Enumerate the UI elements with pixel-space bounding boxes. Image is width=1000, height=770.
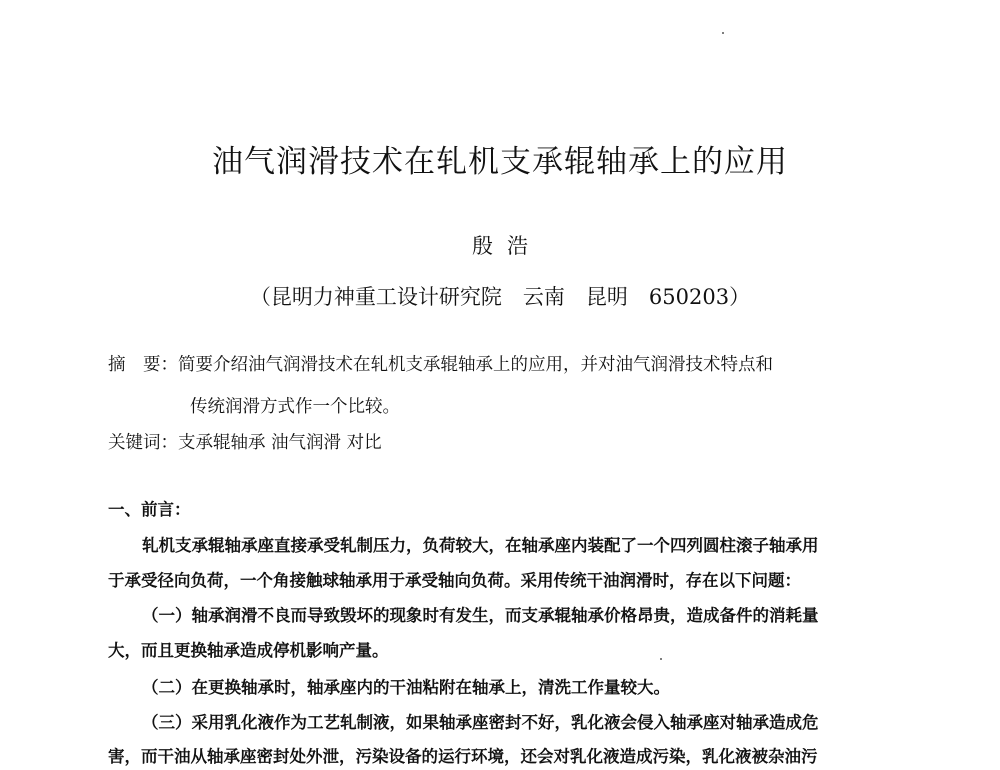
keywords-text: 支承辊轴承 油气润滑 对比 [178, 433, 382, 453]
item-3-line-2: 害，而干油从轴承座密封处外泄，污染设备的运行环境，还会对乳化液造成污染，乳化液被杂油污 [108, 747, 818, 766]
scan-speck [722, 32, 724, 34]
paragraph-1-line-2: 于承受径向负荷，一个角接触球轴承用于承受轴向负荷。采用传统干油润滑时，存在以下问题： [108, 571, 801, 590]
item-1-line-2: 大，而且更换轴承造成停机影响产量。 [108, 641, 389, 660]
author-name: 殷浩 [472, 234, 542, 258]
abstract-line-2: 传统润滑方式作一个比较。 [190, 397, 400, 417]
item-3-line-1: （三）采用乳化液作为工艺轧制液，如果轴承座密封不好，乳化液会侵入轴承座对轴承造成危 [142, 713, 819, 732]
keywords-line [108, 430, 382, 456]
affiliation: （昆明力神重工设计研究院 云南 昆明 650203） [249, 285, 751, 309]
item-2-line-1: （二）在更换轴承时，轴承座内的干油粘附在轴承上，清洗工作量较大。 [142, 678, 670, 697]
scan-speck [660, 658, 662, 660]
paragraph-1-line-1: 轧机支承辊轴承座直接承受轧制压力，负荷较大，在轴承座内装配了一个四列圆柱滚子轴承用 [142, 536, 819, 555]
abstract-line-1 [108, 352, 773, 378]
abstract-label: 摘 要： [108, 355, 178, 375]
keywords-label: 关键词： [108, 433, 178, 453]
paper-title: 油气润滑技术在轧机支承辊轴承上的应用 [212, 144, 788, 180]
item-1-line-1: （一）轴承润滑不良而导致毁坏的现象时有发生，而支承辊轴承价格昂贵，造成备件的消耗量 [142, 606, 819, 625]
section-heading: 一、前言： [108, 500, 191, 519]
abstract-text-1: 简要介绍油气润滑技术在轧机支承辊轴承上的应用，并对油气润滑技术特点和 [178, 355, 773, 375]
